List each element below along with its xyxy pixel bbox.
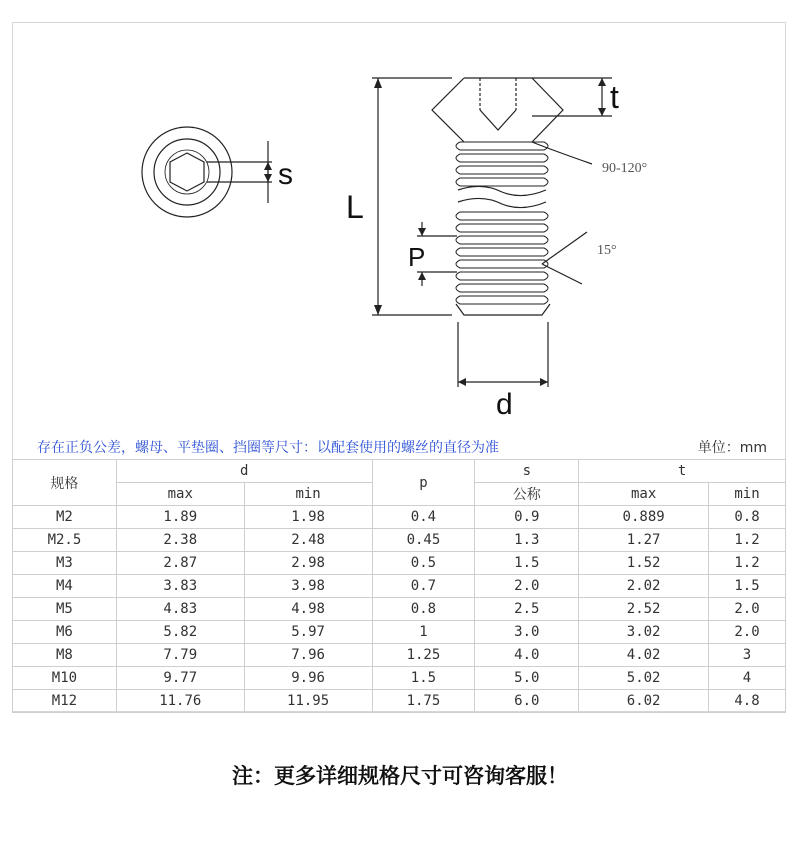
cell-p: 0.8	[372, 598, 475, 621]
table-row	[13, 552, 786, 575]
note-bar	[13, 437, 785, 459]
cell-tmin: 0.8	[709, 506, 786, 529]
cell-spec: M12	[13, 690, 117, 713]
cell-dmax: 7.79	[116, 644, 244, 667]
header-spec: 规格	[13, 460, 117, 506]
cell-tmax: 2.02	[579, 575, 709, 598]
cell-dmax: 3.83	[116, 575, 244, 598]
label-d: d	[496, 388, 513, 421]
cell-s: 3.0	[475, 621, 579, 644]
table-body	[13, 506, 786, 713]
table-row	[13, 529, 786, 552]
cell-dmax: 2.87	[116, 552, 244, 575]
cell-s: 6.0	[475, 690, 579, 713]
header-d: d	[116, 460, 372, 483]
cell-dmin: 9.96	[244, 667, 372, 690]
cell-spec: M4	[13, 575, 117, 598]
cell-tmin: 1.2	[709, 552, 786, 575]
cell-dmax: 11.76	[116, 690, 244, 713]
cell-p: 1	[372, 621, 475, 644]
table-row	[13, 644, 786, 667]
side-view-body-icon	[432, 78, 563, 315]
cell-p: 0.7	[372, 575, 475, 598]
cell-p: 0.5	[372, 552, 475, 575]
cell-s: 2.5	[475, 598, 579, 621]
table-row	[13, 575, 786, 598]
cell-tmin: 1.5	[709, 575, 786, 598]
cell-s: 2.0	[475, 575, 579, 598]
cell-tmin: 1.2	[709, 529, 786, 552]
cell-dmin: 3.98	[244, 575, 372, 598]
label-L: L	[346, 189, 364, 225]
cell-p: 0.4	[372, 506, 475, 529]
cell-spec: M10	[13, 667, 117, 690]
cell-p: 1.5	[372, 667, 475, 690]
footer-note: 注：更多详细规格尺寸可咨询客服！	[232, 764, 568, 788]
cell-dmin: 5.97	[244, 621, 372, 644]
cell-spec: M8	[13, 644, 117, 667]
cell-tmax: 4.02	[579, 644, 709, 667]
cell-tmin: 4.8	[709, 690, 786, 713]
cell-dmin: 1.98	[244, 506, 372, 529]
cell-s: 5.0	[475, 667, 579, 690]
cell-dmax: 1.89	[116, 506, 244, 529]
cell-tmin: 2.0	[709, 621, 786, 644]
end-view-circle-icon	[142, 127, 232, 217]
cell-spec: M2.5	[13, 529, 117, 552]
table-row	[13, 667, 786, 690]
cell-tmax: 0.889	[579, 506, 709, 529]
header-p: p	[372, 460, 475, 506]
spec-table	[12, 459, 786, 713]
cell-tmax: 6.02	[579, 690, 709, 713]
label-t: t	[610, 79, 619, 115]
cell-s: 1.3	[475, 529, 579, 552]
header-s-nominal: 公称	[475, 483, 579, 506]
label-s: s	[278, 158, 293, 191]
header-t-min: min	[709, 483, 786, 506]
cell-dmax: 4.83	[116, 598, 244, 621]
cell-p: 0.45	[372, 529, 475, 552]
cell-tmax: 2.52	[579, 598, 709, 621]
cell-tmax: 3.02	[579, 621, 709, 644]
header-t-max: max	[579, 483, 709, 506]
cell-tmin: 3	[709, 644, 786, 667]
cell-dmax: 2.38	[116, 529, 244, 552]
cell-spec: M2	[13, 506, 117, 529]
label-angle: 90-120°	[602, 161, 648, 176]
table-row	[13, 690, 786, 713]
set-screw-technical-drawing	[12, 22, 786, 437]
table-row	[13, 621, 786, 644]
cell-s: 1.5	[475, 552, 579, 575]
header-t: t	[579, 460, 786, 483]
unit-label: 单位：mm	[697, 440, 767, 456]
header-s: s	[475, 460, 579, 483]
cell-spec: M5	[13, 598, 117, 621]
cell-tmax: 5.02	[579, 667, 709, 690]
cell-dmin: 11.95	[244, 690, 372, 713]
cell-tmax: 1.52	[579, 552, 709, 575]
cell-dmin: 7.96	[244, 644, 372, 667]
header-d-max: max	[116, 483, 244, 506]
cell-s: 0.9	[475, 506, 579, 529]
cell-tmin: 4	[709, 667, 786, 690]
cell-s: 4.0	[475, 644, 579, 667]
cell-dmax: 9.77	[116, 667, 244, 690]
cell-spec: M3	[13, 552, 117, 575]
table-row	[13, 598, 786, 621]
cell-p: 1.25	[372, 644, 475, 667]
cell-tmax: 1.27	[579, 529, 709, 552]
cell-spec: M6	[13, 621, 117, 644]
header-d-min: min	[244, 483, 372, 506]
cell-tmin: 2.0	[709, 598, 786, 621]
label-thread-angle: 15°	[597, 243, 617, 258]
cell-dmin: 2.98	[244, 552, 372, 575]
label-P: P	[408, 242, 426, 272]
cell-dmax: 5.82	[116, 621, 244, 644]
cell-dmin: 2.48	[244, 529, 372, 552]
tolerance-note: 存在正负公差，螺母、平垫圈、挡圈等尺寸：以配套使用的螺丝的直径为准	[37, 440, 499, 456]
cell-p: 1.75	[372, 690, 475, 713]
cell-dmin: 4.98	[244, 598, 372, 621]
table-row	[13, 506, 786, 529]
